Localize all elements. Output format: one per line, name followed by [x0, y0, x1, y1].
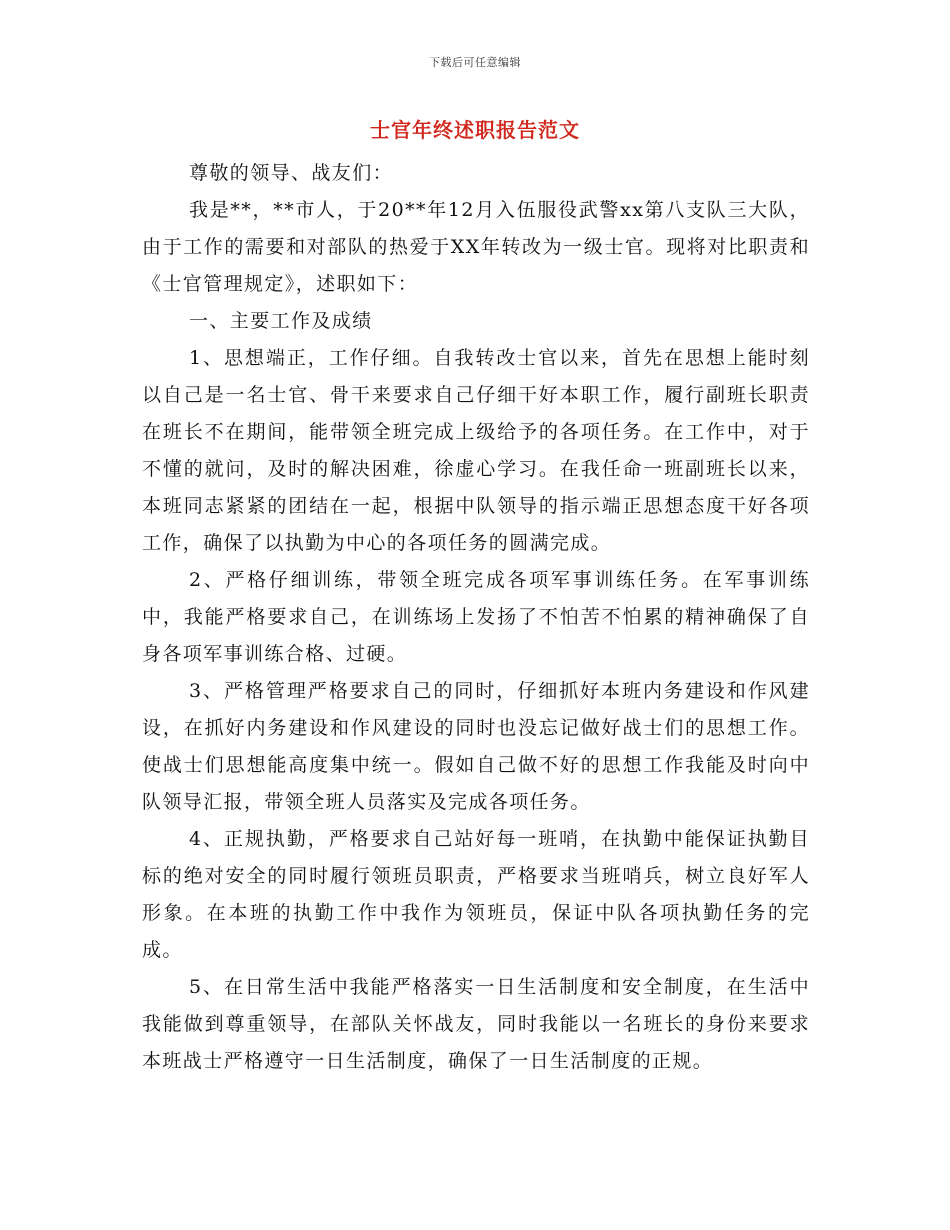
paragraph-item-3: 3、严格管理严格要求自己的同时，仔细抓好本班内务建设和作风建设，在抓好内务建设和作风建设的同时也没忘记做好战士们的思想工作。使战士们思想能高度集中统一。假如自己做不好的思想工作我能及时向中队领导汇报，带领全班人员落实及完成各项任务。 [142, 680, 810, 813]
paragraph-salutation: 尊敬的领导、战友们： [189, 162, 394, 184]
section-heading: 一、主要工作及成绩 [189, 310, 373, 332]
paragraph-item-1: 1、思想端正，工作仔细。自我转改士官以来，首先在思想上能时刻以自己是一名士官、骨干来要求自己仔细干好本职工作，履行副班长职责在班长不在期间，能带领全班完成上级给予的各项任务。在工作中，对于不懂的就问，及时的解决困难，徐虚心学习。在我任命一班副班长以来，本班同志紧紧的团结在一起，根据中队领导的指示端正思想态度干好各项工作，确保了以执勤为中心的各项任务的圆满完成。 [142, 347, 810, 554]
document-title: 士官年终述职报告范文 [370, 118, 580, 142]
document-body [142, 155, 810, 1080]
paragraph-item-2: 2、严格仔细训练，带领全班完成各项军事训练任务。在军事训练中，我能严格要求自己，在训练场上发扬了不怕苦不怕累的精神确保了自身各项军事训练合格、过硬。 [142, 569, 810, 665]
paragraph-item-4: 4、正规执勤，严格要求自己站好每一班哨，在执勤中能保证执勤目标的绝对安全的同时履行领班员职责，严格要求当班哨兵，树立良好军人形象。在本班的执勤工作中我作为领班员，保证中队各项执勤任务的完成。 [142, 828, 810, 961]
page-header-note: 下载后可任意编辑 [429, 56, 521, 69]
paragraph-introduction: 我是**，**市人，于20**年12月入伍服役武警xx第八支队三大队，由于工作的需要和对部队的热爱于XX年转改为一级士官。现将对比职责和《士官管理规定》，述职如下： [142, 199, 810, 295]
paragraph-item-5: 5、在日常生活中我能严格落实一日生活制度和安全制度，在生活中我能做到尊重领导，在部队关怀战友，同时我能以一名班长的身份来要求本班战士严格遵守一日生活制度，确保了一日生活制度的正规。 [142, 976, 810, 1072]
